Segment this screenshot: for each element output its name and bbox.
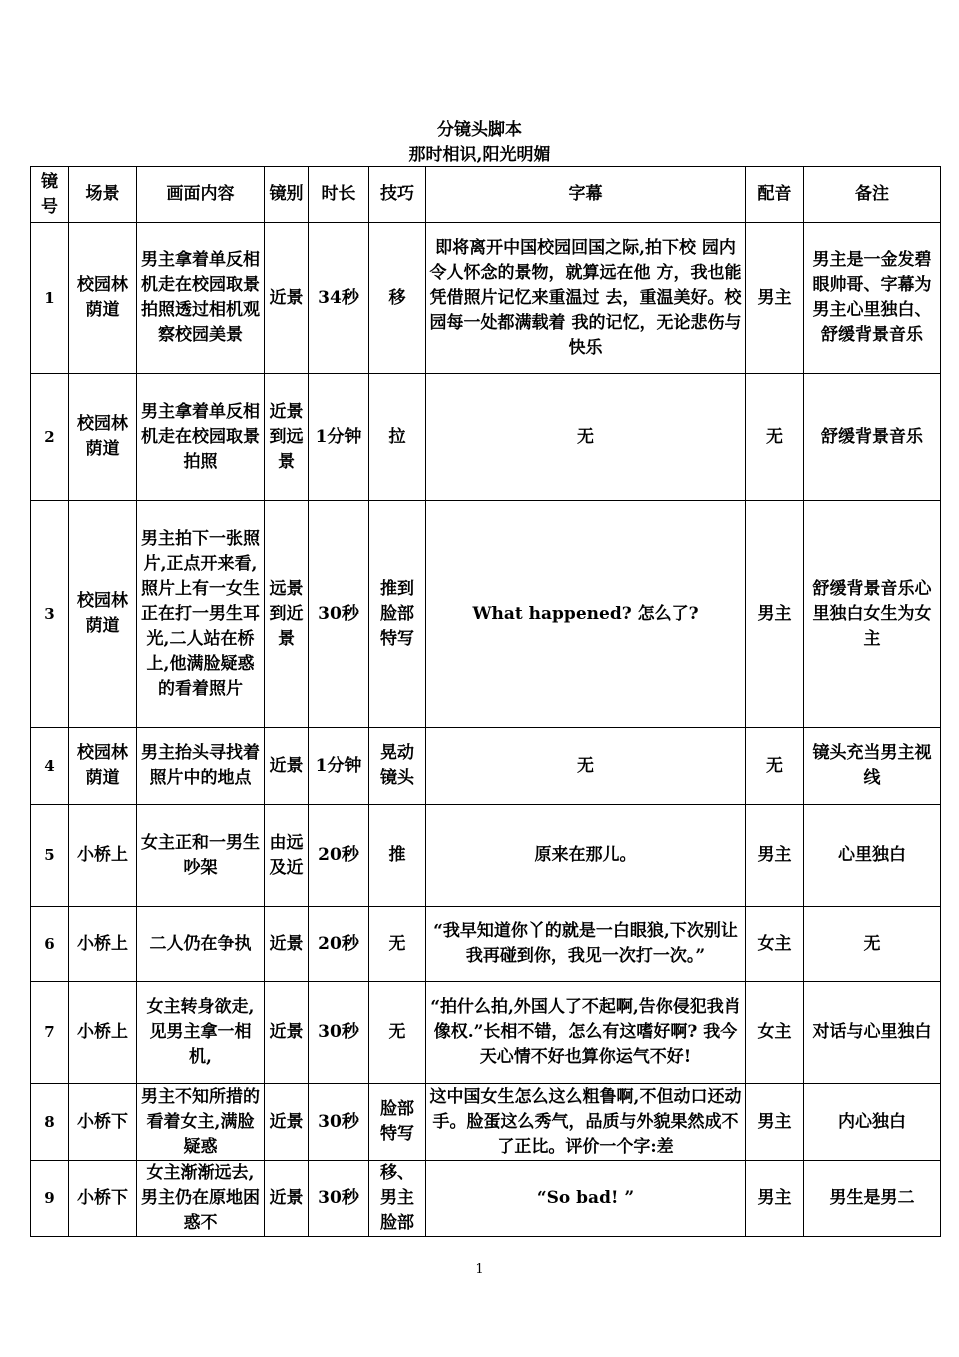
cell-duration: 30秒: [309, 1161, 369, 1237]
header-content: 画面内容: [137, 167, 265, 223]
header-num: 镜号: [31, 167, 69, 223]
cell-duration: 30秒: [309, 1084, 369, 1161]
cell-shot: 近景: [265, 728, 309, 805]
cell-scene: 小桥上: [69, 805, 137, 907]
cell-num: 6: [31, 907, 69, 982]
cell-num: 3: [31, 501, 69, 728]
cell-num: 4: [31, 728, 69, 805]
cell-subtitle: “拍什么拍,外国人了不起啊,告你侵犯我肖像权.”长相不错，怎么有这嗜好啊? 我今天心情不好也算你运气不好!: [426, 982, 746, 1084]
cell-shot: 近景: [265, 1161, 309, 1237]
cell-technique: 无: [369, 982, 426, 1084]
cell-subtitle: 原来在那儿。: [426, 805, 746, 907]
cell-subtitle: 无: [426, 728, 746, 805]
cell-note: 心里独白: [804, 805, 941, 907]
cell-voice: 女主: [746, 982, 804, 1084]
storyboard-table: [30, 166, 941, 1237]
cell-scene: 校园林荫道: [69, 501, 137, 728]
cell-subtitle: 无: [426, 374, 746, 501]
cell-shot: 由远及近: [265, 805, 309, 907]
cell-content: 女主正和一男生吵架: [137, 805, 265, 907]
cell-voice: 无: [746, 728, 804, 805]
table-row: [31, 501, 941, 728]
cell-technique: 推到脸部特写: [369, 501, 426, 728]
cell-num: 8: [31, 1084, 69, 1161]
cell-voice: 男主: [746, 1084, 804, 1161]
cell-note: 舒缓背景音乐心里独白女生为女主: [804, 501, 941, 728]
cell-voice: 女主: [746, 907, 804, 982]
cell-voice: 男主: [746, 1161, 804, 1237]
cell-content: 女主转身欲走,见男主拿一相机,: [137, 982, 265, 1084]
cell-content: 女主渐渐远去,男主仍在原地困惑不: [137, 1161, 265, 1237]
cell-scene: 校园林荫道: [69, 728, 137, 805]
cell-voice: 男主: [746, 805, 804, 907]
table-row: [31, 805, 941, 907]
header-row: [31, 167, 941, 223]
cell-num: 5: [31, 805, 69, 907]
cell-shot: 近景: [265, 1084, 309, 1161]
cell-content: 男主拍下一张照片,正点开来看,照片上有一女生正在打一男生耳光,二人站在桥上,他满脸疑惑的看着照片: [137, 501, 265, 728]
cell-scene: 小桥上: [69, 907, 137, 982]
cell-subtitle: 这中国女生怎么这么粗鲁啊,不但动口还动手。脸蛋这么秀气，品质与外貌果然成不了正比。评价一个字:差: [426, 1084, 746, 1161]
cell-technique: 晃动镜头: [369, 728, 426, 805]
cell-subtitle: What happened? 怎么了?: [426, 501, 746, 728]
header-voice: 配音: [746, 167, 804, 223]
header-duration: 时长: [309, 167, 369, 223]
cell-shot: 近景: [265, 982, 309, 1084]
cell-voice: 男主: [746, 223, 804, 374]
table-row: [31, 1161, 941, 1237]
table-row: [31, 907, 941, 982]
header-scene: 场景: [69, 167, 137, 223]
cell-technique: 脸部特写: [369, 1084, 426, 1161]
cell-num: 7: [31, 982, 69, 1084]
header-technique: 技巧: [369, 167, 426, 223]
cell-duration: 20秒: [309, 907, 369, 982]
table-row: [31, 728, 941, 805]
header-note: 备注: [804, 167, 941, 223]
cell-voice: 男主: [746, 501, 804, 728]
header-shot: 镜别: [265, 167, 309, 223]
cell-technique: 推: [369, 805, 426, 907]
cell-subtitle: “我早知道你丫的就是一白眼狼,下次别让我再碰到你，我见一次打一次。”: [426, 907, 746, 982]
table-row: [31, 374, 941, 501]
cell-content: 男主抬头寻找着照片中的地点: [137, 728, 265, 805]
table-row: [31, 982, 941, 1084]
cell-voice: 无: [746, 374, 804, 501]
page-number: 1: [475, 1262, 484, 1277]
cell-duration: 20秒: [309, 805, 369, 907]
cell-shot: 远景到近景: [265, 501, 309, 728]
cell-duration: 1分钟: [309, 374, 369, 501]
cell-subtitle: “So bad! ”: [426, 1161, 746, 1237]
cell-scene: 校园林荫道: [69, 223, 137, 374]
cell-technique: 移、男主脸部: [369, 1161, 426, 1237]
cell-duration: 1分钟: [309, 728, 369, 805]
cell-shot: 近景: [265, 907, 309, 982]
table-row: [31, 223, 941, 374]
table-row: [31, 1084, 941, 1161]
cell-note: 男生是男二: [804, 1161, 941, 1237]
cell-duration: 30秒: [309, 501, 369, 728]
cell-content: 男主拿着单反相机走在校园取景拍照透过相机观察校园美景: [137, 223, 265, 374]
cell-duration: 30秒: [309, 982, 369, 1084]
cell-duration: 34秒: [309, 223, 369, 374]
cell-content: 男主拿着单反相机走在校园取景拍照: [137, 374, 265, 501]
header-subtitle: 字幕: [426, 167, 746, 223]
cell-scene: 小桥下: [69, 1161, 137, 1237]
cell-num: 2: [31, 374, 69, 501]
cell-scene: 小桥下: [69, 1084, 137, 1161]
cell-shot: 近景到远景: [265, 374, 309, 501]
cell-subtitle: 即将离开中国校园回国之际,拍下校 园内令人怀念的景物，就算远在他 方，我也能凭借照片记忆来重温过 去，重温美好。校园每一处都满载着 我的记忆，无论悲伤与快乐: [426, 223, 746, 374]
document-title: 分镜头脚本: [437, 120, 522, 140]
cell-technique: 移: [369, 223, 426, 374]
cell-scene: 校园林荫道: [69, 374, 137, 501]
cell-note: 舒缓背景音乐: [804, 374, 941, 501]
cell-scene: 小桥上: [69, 982, 137, 1084]
cell-technique: 无: [369, 907, 426, 982]
cell-num: 9: [31, 1161, 69, 1237]
cell-technique: 拉: [369, 374, 426, 501]
document-subtitle: 那时相识,阳光明媚: [408, 145, 551, 165]
cell-note: 对话与心里独白: [804, 982, 941, 1084]
cell-note: 无: [804, 907, 941, 982]
cell-num: 1: [31, 223, 69, 374]
cell-content: 二人仍在争执: [137, 907, 265, 982]
cell-note: 镜头充当男主视线: [804, 728, 941, 805]
cell-note: 内心独白: [804, 1084, 941, 1161]
cell-content: 男主不知所措的看着女主,满脸疑惑: [137, 1084, 265, 1161]
cell-note: 男主是一金发碧眼帅哥、字幕为男主心里独白、舒缓背景音乐: [804, 223, 941, 374]
cell-shot: 近景: [265, 223, 309, 374]
